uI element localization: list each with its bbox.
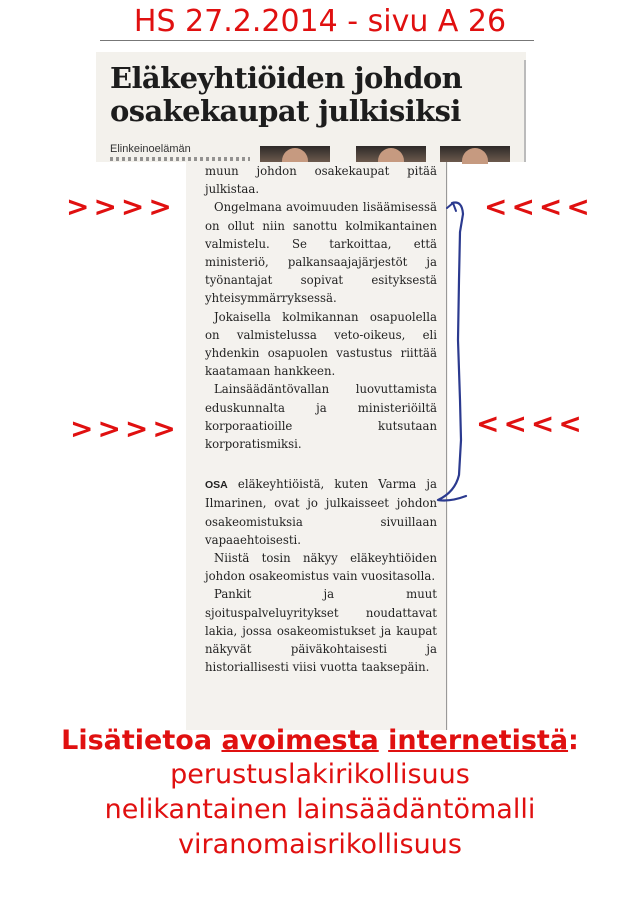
article-paragraph: Lainsäädäntövallan luovuttamista eduskunnalta ja ministeriöiltä korporaatioille kutsutaan korporatismiksi. — [205, 382, 437, 452]
footer-heading-colon: : — [568, 725, 579, 756]
footer-topic-2: nelikantainen lainsäädäntömalli — [104, 794, 536, 825]
footer-topic-3: viranomaisrikollisuus — [178, 829, 462, 860]
footer-heading-space — [379, 725, 388, 756]
arrow-marker-right: <<<< — [484, 190, 594, 223]
arrow-marker-left: >>>> — [70, 412, 180, 445]
article-kicker: Elinkeinoelämän — [110, 143, 191, 155]
page-header-title: HS 27.2.2014 - sivu A 26 — [133, 4, 507, 39]
article-paragraph: Pankit ja muut sjoituspalveluyritykset noudattavat lakia, jossa osakeomistukset ja kaupat näkyvät päiväkohtaisesti ja historiallisesti viisi vuotta taaksepäin. — [205, 587, 437, 675]
headline-line-1: Eläkeyhtiöiden johdon — [110, 61, 463, 95]
link-internetista[interactable]: internetistä — [388, 725, 569, 756]
footer-topic-1: perustuslakirikollisuus — [170, 759, 470, 790]
article-paragraph: muun johdon osakekaupat pitää julkistaa. — [205, 164, 437, 197]
footer-heading-text: Lisätietoa — [61, 725, 222, 756]
paragraph-text: eläkeyhtiöistä, kuten Varma ja Ilmarinen, ovat jo julkaisseet johdon osakeomistuksia sivuillaan vapaaehtoisesti. — [205, 477, 437, 547]
article-paragraph: Jokaisella kolmikannan osapuolella on valmistelussa veto-oikeus, eli yhdenkin osapuolen vastustus riittää kaatamaan hankkeen. — [205, 309, 437, 379]
link-avoimesta[interactable]: avoimesta — [221, 725, 379, 756]
article-paragraph: Niistä tosin näkyy eläkeyhtiöiden johdon osakeomistus vain vuositasolla. — [205, 551, 437, 584]
article-paragraph: Ongelmana avoimuuden lisäämisessä on ollut niin sanottu kolmikantainen valmistelu. Se tarkoittaa, että ministeriö, palkansaajajärjestöt ja työnantajat sopivat esityksestä yhteisymmärryksessä. — [205, 200, 437, 306]
arrow-marker-left: >>>> — [66, 190, 176, 223]
footer-heading — [0, 724, 640, 758]
headline-line-2: osakekaupat julkisiksi — [110, 94, 461, 128]
arrow-marker-right: <<<< — [476, 407, 586, 440]
section-lead-word: OSA — [205, 479, 228, 492]
